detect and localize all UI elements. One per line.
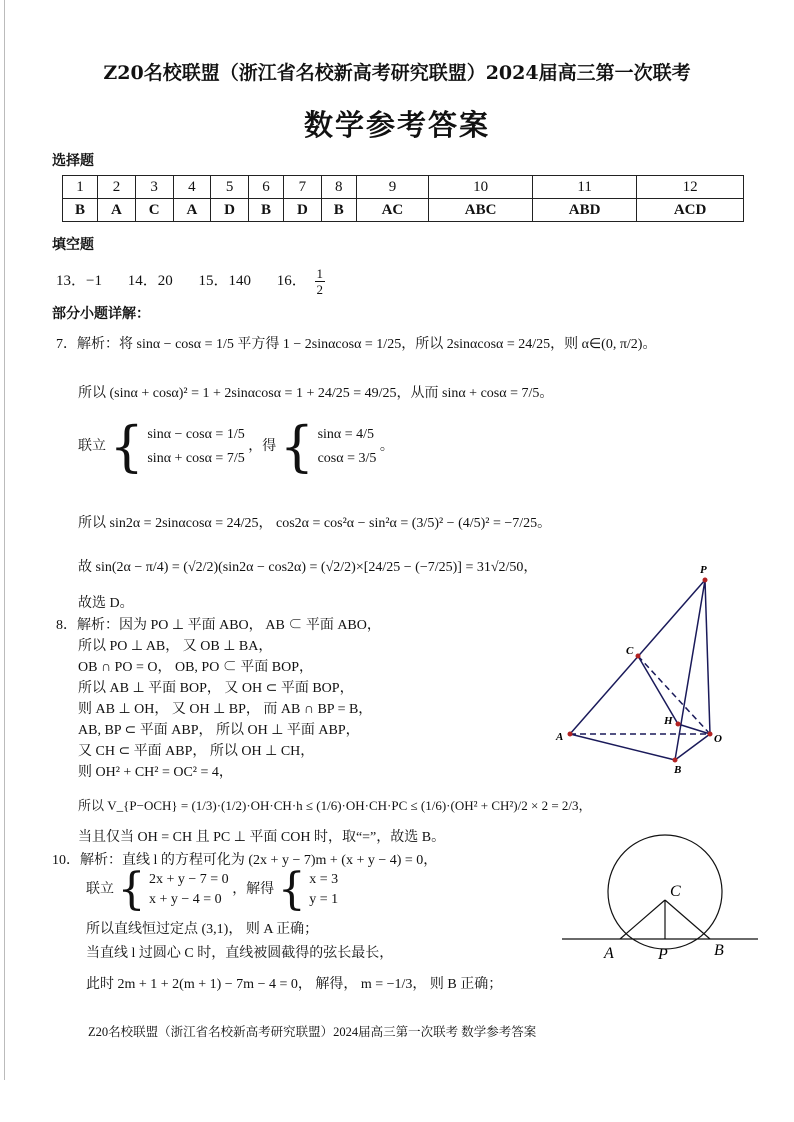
q7-line: 故 sin(2α − π/4) = (√2/2)(sin2α − cos2α) = (√2/2)×[24/25 − (−7/25)] = 31√2/50， [78,560,538,575]
q7-system-suffix: 。 [379,439,394,455]
table-cell: C [135,199,173,222]
table-cell: 6 [248,176,283,199]
edge-CO-dashed [638,656,710,734]
q10-system-prefix: 联立 [86,882,114,898]
answer-row [63,199,744,222]
left-brace-icon: { [279,415,315,478]
edge-PO [705,580,710,734]
numerator: 1 [316,266,324,281]
vertex-P-dot [703,578,708,583]
table-cell: ABC [429,199,533,222]
choice-heading: 选择题 [52,153,94,169]
table-cell: A [98,199,136,222]
fill-blank-answers [56,266,347,297]
page-title: Z20名校联盟（浙江省名校新高考研究联盟）2024届高三第一次联考 [103,62,691,84]
table-cell: 4 [173,176,211,199]
q8-line: 所以 PO ⊥ AB， 又 OB ⊥ BA， [78,639,273,654]
q7-system-prefix: 联立 [78,439,106,455]
choice-answer-table [62,175,744,222]
left-brace-icon: { [109,415,144,478]
equation: x + y − 4 = 0 [149,892,222,907]
equation: cosα = 3/5 [317,451,377,466]
table-cell: 3 [135,176,173,199]
q10-line: 10．解析：直线 l 的方程可化为 (2x + y − 7)m + (x + y − 4) = 0， [52,853,438,868]
q8-line: 则 AB ⊥ OH， 又 OH ⊥ BP， 而 AB ∩ BP = B， [78,702,373,717]
q8-line: 所以 V_{P−OCH} = (1/3)·(1/2)·OH·CH·h ≤ (1/6)·OH·CH·PC ≤ (1/6)·(OH² + CH²)/2 × 2 = 2/3， [78,798,592,813]
edge-AB [570,734,675,760]
q8-line: OB ∩ PO = O， OB, PO ⊂ 平面 BOP， [78,660,314,675]
edge-PB [675,580,705,760]
edge-CH [638,656,678,724]
label-A: A [556,731,564,743]
q8-line: AB, BP ⊂ 平面 ABP， 所以 OH ⊥ 平面 ABP， [78,723,360,738]
q10-line: 当直线 l 过圆心 C 时，直线被圆截得的弦长最长， [86,946,394,961]
fill-answer: 16． [276,272,307,289]
table-cell: ACD [637,199,744,222]
table-cell: AC [356,199,428,222]
fill-answer: 13．−1 [56,272,102,289]
equation-system [318,423,377,471]
equation: y = 1 [309,892,339,907]
segment-CB [665,900,710,939]
table-cell: 7 [284,176,322,199]
table-cell: B [248,199,283,222]
table-cell: B [321,199,356,222]
equation-system [149,870,229,910]
table-cell: D [284,199,322,222]
equation: 2x + y − 7 = 0 [149,872,229,887]
label-O: O [714,733,722,745]
fraction-one-half [315,266,348,297]
table-cell: 2 [98,176,136,199]
circle-chord-figure [560,802,770,1002]
table-cell: 9 [356,176,428,199]
detail-heading: 部分小题详解： [52,306,150,322]
edge-BO [675,734,710,760]
label-P: P [658,946,668,963]
tetrahedron-figure [550,562,770,782]
denominator: 2 [316,282,324,297]
table-cell: B [63,199,98,222]
segment-CA [620,900,665,939]
equation-system [147,423,244,471]
q7-line: 所以 sin2α = 2sinαcosα = 24/25， cos2α = cos²α − sin²α = (3/5)² − (4/5)² = −7/25。 [78,516,552,531]
vertex-A-dot [568,732,573,737]
table-cell: D [211,199,249,222]
left-brace-icon: { [117,864,146,915]
equation: sinα + cosα = 7/5 [147,451,245,466]
vertex-B-dot [673,758,678,763]
label-B: B [714,942,724,959]
page-subtitle: 数学参考答案 [303,108,490,142]
equation: sinα − cosα = 1/5 [147,427,245,442]
q8-line: 所以 AB ⊥ 平面 BOP， 又 OH ⊂ 平面 BOP， [78,681,354,696]
equation: sinα = 4/5 [317,427,375,442]
equation: x = 3 [309,872,339,887]
table-cell: 12 [637,176,744,199]
table-cell: 1 [63,176,98,199]
label-P: P [700,564,707,576]
label-C: C [626,645,634,657]
fill-answer: 14．20 [127,272,173,289]
table-cell: 11 [533,176,637,199]
table-cell: ABD [533,199,637,222]
table-cell: 10 [429,176,533,199]
page-footer: Z20名校联盟（浙江省名校新高考研究联盟）2024届高三第一次联考 数学参考答案 [88,1025,537,1039]
table-cell: 5 [211,176,249,199]
q8-line: 又 CH ⊂ 平面 ABP， 所以 OH ⊥ CH， [78,744,315,759]
left-brace-icon: { [277,864,306,915]
vertex-H-dot [676,722,681,727]
q10-system-mid: ，解得 [232,882,275,898]
fill-blank-heading: 填空题 [52,237,94,253]
label-H: H [664,715,673,727]
label-C: C [670,883,681,900]
page-edge [4,0,5,1080]
label-B: B [674,764,682,776]
vertex-C-dot [636,654,641,659]
q7-system-line [78,415,394,478]
q8-line: 当且仅当 OH = CH 且 PC ⊥ 平面 COH 时，取“=”，故选 B。 [78,830,446,845]
q7-line: 故选 D。 [78,596,134,611]
vertex-O-dot [708,732,713,737]
table-cell: 8 [321,176,356,199]
label-A: A [604,945,614,962]
q10-line: 所以直线恒过定点 (3,1)， 则 A 正确； [86,922,319,937]
table-cell: A [173,199,211,222]
q10-system-line [86,864,339,915]
q7-line: 7．解析：将 sinα − cosα = 1/5 平方得 1 − 2sinαcosα = 1/25，所以 2sinαcosα = 24/25，则 α∈(0, π/2)。 [56,337,657,352]
fill-answer: 15．140 [198,272,251,289]
q8-line: 8．解析：因为 PO ⊥ 平面 ABO， AB ⊂ 平面 ABO， [56,618,381,633]
q8-line: 则 OH² + CH² = OC² = 4， [78,765,233,780]
edge-HO [678,724,710,734]
equation-system [309,870,338,910]
q7-line: 所以 (sinα + cosα)² = 1 + 2sinαcosα = 1 + 24/25 = 49/25，从而 sinα + cosα = 7/5。 [78,386,554,401]
question-number-row [63,176,744,199]
q10-line: 此时 2m + 1 + 2(m + 1) − 7m − 4 = 0， 解得， m = −1/3， 则 B 正确； [86,977,503,992]
q7-system-mid: ，得 [248,439,277,455]
